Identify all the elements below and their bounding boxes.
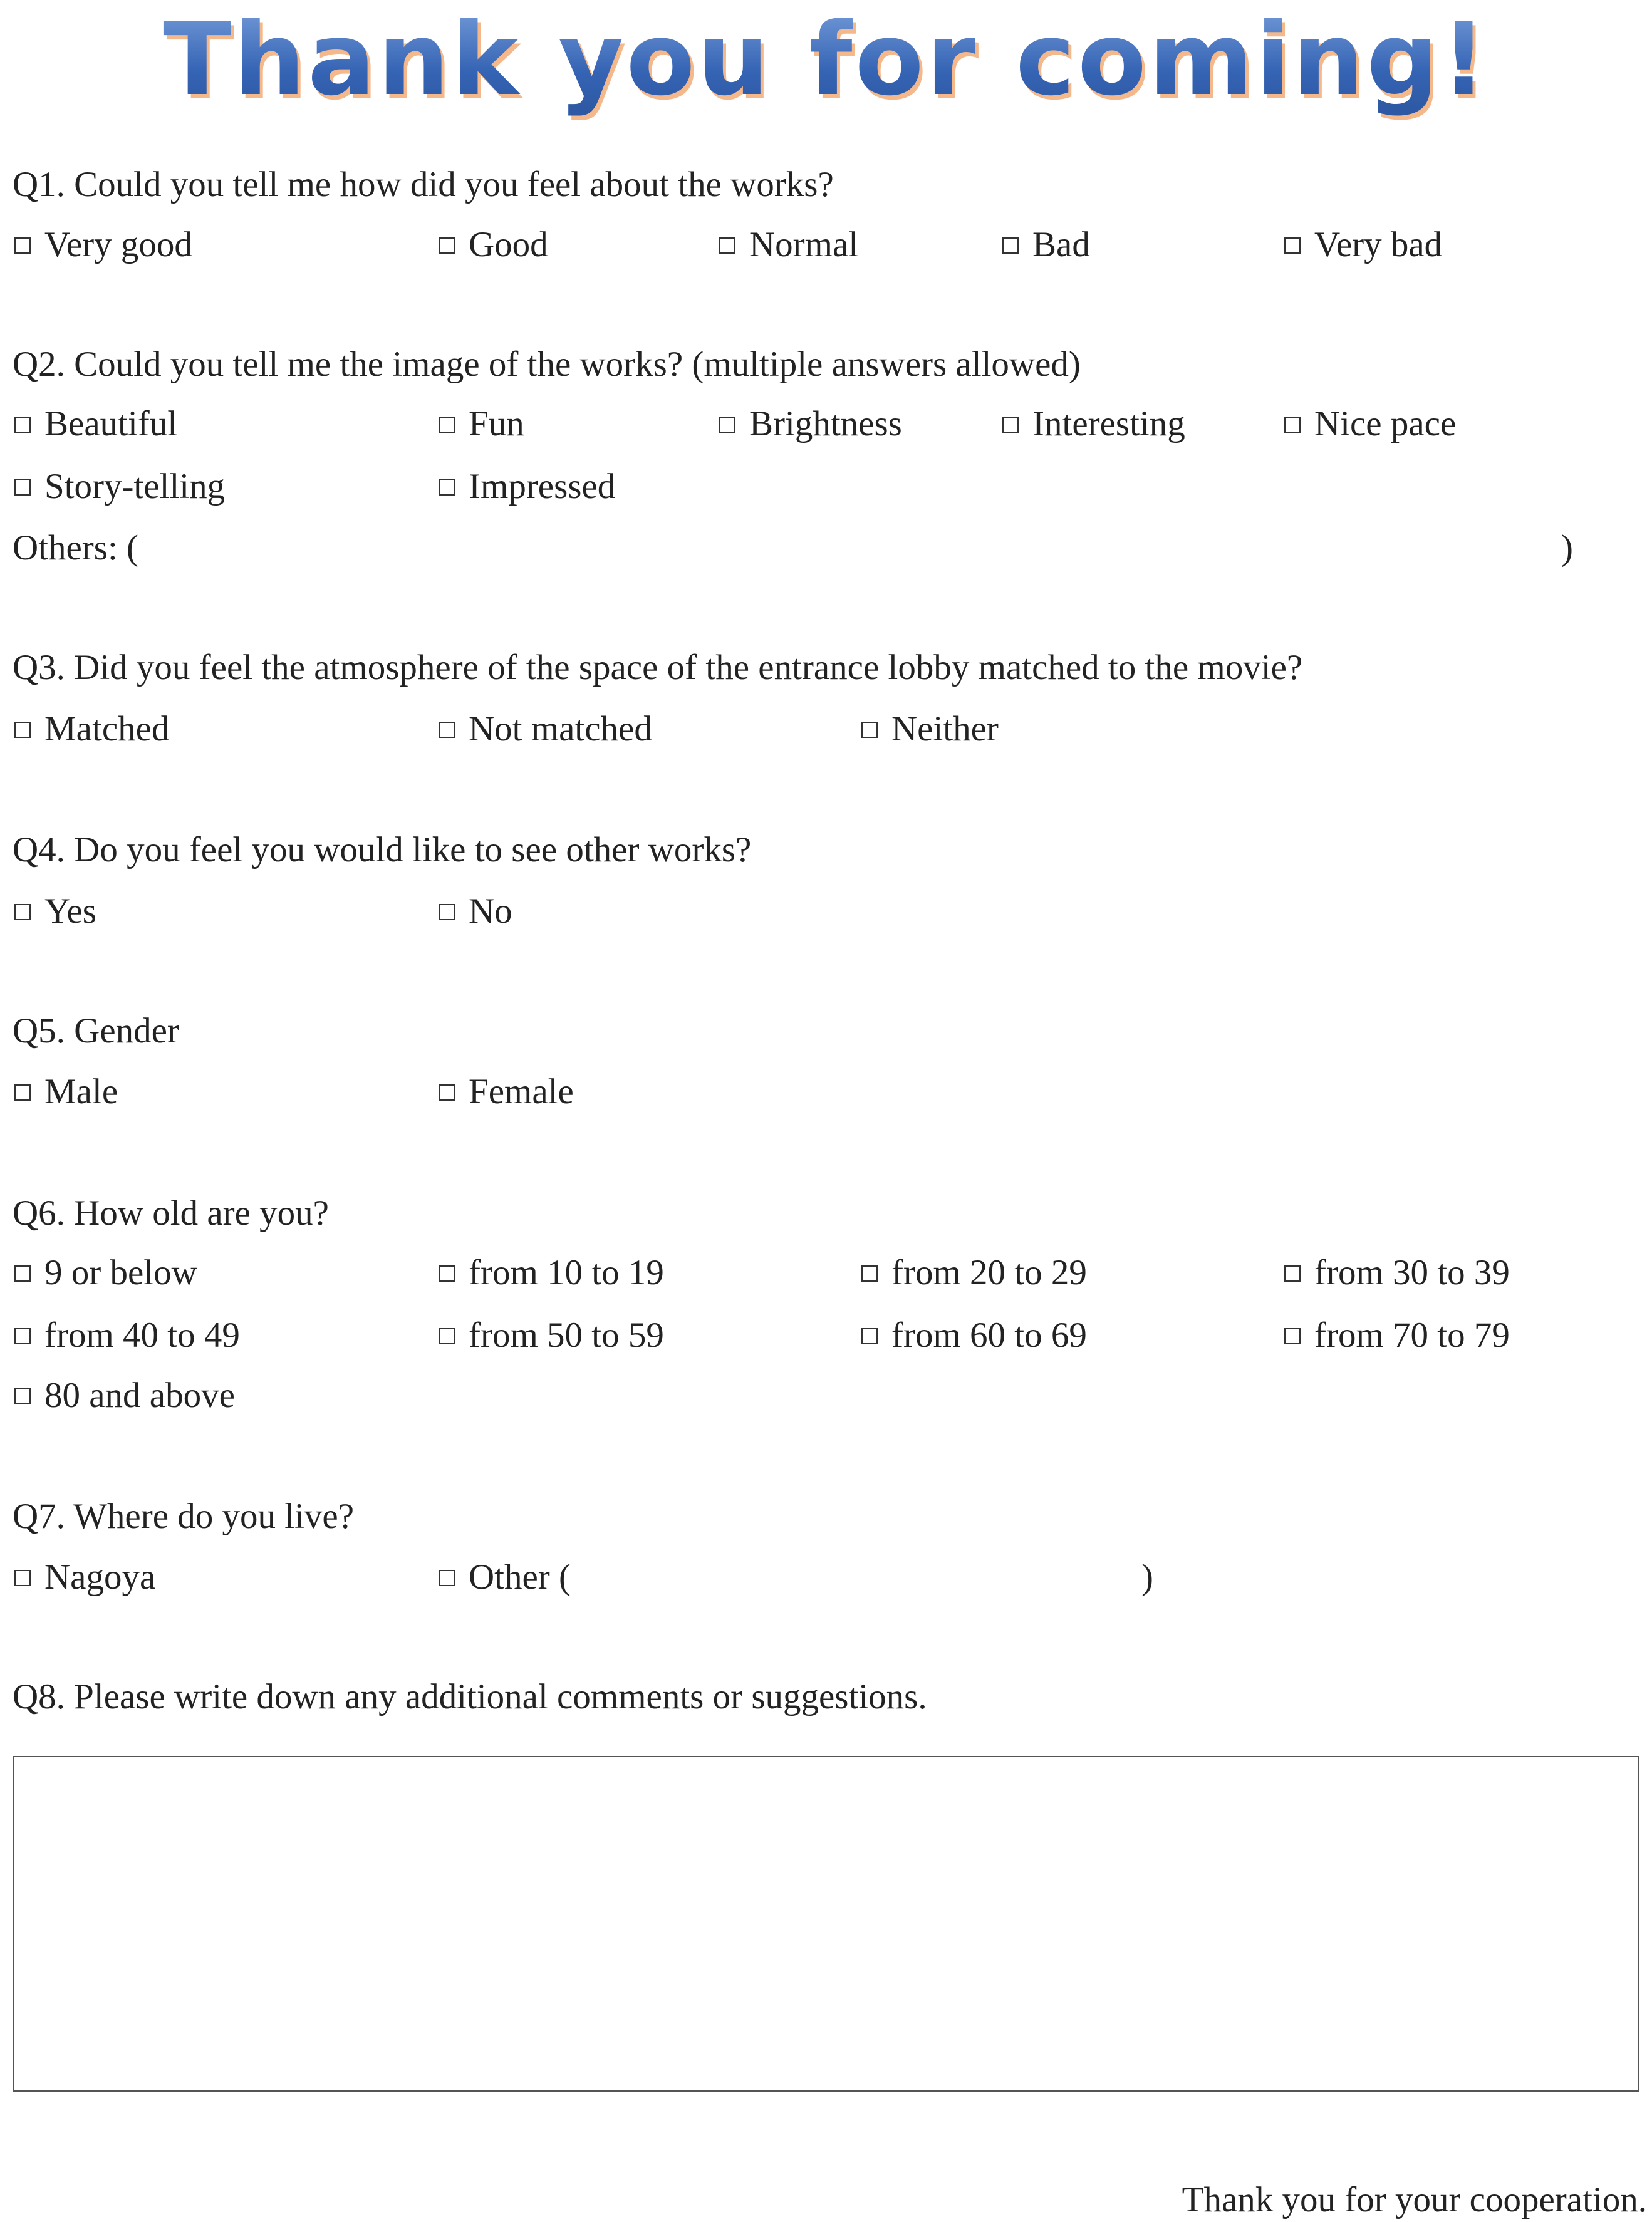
checkbox-icon[interactable]: [14, 237, 31, 254]
checkbox-icon[interactable]: [719, 237, 735, 254]
option-label: from 70 to 79: [1314, 1316, 1510, 1355]
q3-question: Q3. Did you feel the atmosphere of the space of the entrance lobby matched to the movie?: [13, 648, 1303, 687]
option-label: Normal: [749, 225, 859, 264]
option-label: Brightness: [749, 404, 902, 444]
checkbox-icon[interactable]: [1002, 417, 1019, 433]
q3-option[interactable]: [861, 707, 999, 751]
q3-option[interactable]: [14, 707, 169, 751]
q5-question: Q5. Gender: [13, 1011, 179, 1051]
checkbox-icon[interactable]: [14, 1265, 31, 1282]
q4-option[interactable]: [439, 890, 512, 933]
checkbox-icon[interactable]: [861, 1265, 878, 1282]
q4-question: Q4. Do you feel you would like to see other works?: [13, 830, 752, 870]
checkbox-icon[interactable]: [439, 1084, 455, 1101]
option-label: Fun: [469, 404, 524, 444]
q1-option[interactable]: [14, 223, 192, 267]
q2-option[interactable]: [719, 402, 902, 446]
checkbox-icon[interactable]: [14, 417, 31, 433]
checkbox-icon[interactable]: [439, 479, 455, 496]
option-label: No: [469, 891, 512, 931]
q6-option[interactable]: [14, 1314, 240, 1358]
q2-others-label: Others: (: [13, 528, 139, 568]
q1-question: Q1. Could you tell me how did you feel about the works?: [13, 165, 834, 204]
option-label: from 10 to 19: [469, 1253, 664, 1292]
q2-question: Q2. Could you tell me the image of the works? (multiple answers allowed): [13, 345, 1081, 384]
q6-option[interactable]: [439, 1314, 664, 1358]
q1-option[interactable]: [719, 223, 858, 267]
comments-box[interactable]: [13, 1756, 1639, 2092]
checkbox-icon[interactable]: [439, 1265, 455, 1282]
q1-option[interactable]: [439, 223, 548, 267]
option-label: Interesting: [1032, 404, 1185, 444]
option-label: Very good: [44, 225, 192, 264]
option-label: from 30 to 39: [1314, 1253, 1510, 1292]
q7-option[interactable]: [439, 1555, 571, 1599]
checkbox-icon[interactable]: [1284, 1328, 1301, 1344]
q5-option[interactable]: [14, 1070, 118, 1114]
q2-option[interactable]: [1284, 402, 1456, 446]
q2-others-close: ): [1561, 528, 1573, 568]
option-label: 9 or below: [44, 1253, 197, 1292]
page-title: Thank you for coming!: [0, 0, 1652, 119]
q6-option[interactable]: [439, 1251, 664, 1295]
option-label: from 60 to 69: [891, 1316, 1087, 1355]
q6-option[interactable]: [861, 1314, 1087, 1358]
q7-other-close: ): [1141, 1557, 1153, 1597]
q2-option[interactable]: [439, 402, 524, 446]
option-label: Good: [469, 225, 548, 264]
checkbox-icon[interactable]: [439, 904, 455, 920]
option-label: Male: [44, 1072, 118, 1111]
checkbox-icon[interactable]: [439, 417, 455, 433]
option-label: from 50 to 59: [469, 1316, 664, 1355]
checkbox-icon[interactable]: [14, 904, 31, 920]
option-label: Neither: [891, 709, 999, 749]
q6-question: Q6. How old are you?: [13, 1193, 329, 1233]
q8-question: Q8. Please write down any additional comments or suggestions.: [13, 1677, 927, 1716]
checkbox-icon[interactable]: [14, 1084, 31, 1101]
q3-option[interactable]: [439, 707, 652, 751]
q6-option[interactable]: [14, 1374, 235, 1418]
option-label: Bad: [1032, 225, 1090, 264]
q6-option[interactable]: [861, 1251, 1087, 1295]
checkbox-icon[interactable]: [439, 237, 455, 254]
option-label: Impressed: [469, 467, 616, 506]
option-label: Female: [469, 1072, 574, 1111]
q2-option[interactable]: [14, 465, 225, 509]
q6-option[interactable]: [1284, 1251, 1510, 1295]
checkbox-icon[interactable]: [1284, 237, 1301, 254]
checkbox-icon[interactable]: [14, 1388, 31, 1404]
checkbox-icon[interactable]: [14, 722, 31, 738]
option-label: Nagoya: [44, 1557, 156, 1597]
checkbox-icon[interactable]: [861, 722, 878, 738]
q2-option[interactable]: [14, 402, 177, 446]
checkbox-icon[interactable]: [719, 417, 735, 433]
checkbox-icon[interactable]: [14, 1328, 31, 1344]
option-label: from 20 to 29: [891, 1253, 1087, 1292]
option-label: Yes: [44, 891, 96, 931]
q1-option[interactable]: [1284, 223, 1442, 267]
option-label: Nice pace: [1314, 404, 1457, 444]
option-label: from 40 to 49: [44, 1316, 240, 1355]
checkbox-icon[interactable]: [14, 1570, 31, 1586]
q6-option[interactable]: [1284, 1314, 1510, 1358]
q6-option[interactable]: [14, 1251, 197, 1295]
option-label: Very bad: [1314, 225, 1443, 264]
checkbox-icon[interactable]: [439, 1328, 455, 1344]
checkbox-icon[interactable]: [1002, 237, 1019, 254]
option-label: Beautiful: [44, 404, 178, 444]
footer-thanks: Thank you for your cooperation.: [1182, 2180, 1647, 2219]
checkbox-icon[interactable]: [439, 1570, 455, 1586]
checkbox-icon[interactable]: [861, 1328, 878, 1344]
q4-option[interactable]: [14, 890, 96, 933]
option-label: Story-telling: [44, 467, 226, 506]
q5-option[interactable]: [439, 1070, 574, 1114]
q1-option[interactable]: [1002, 223, 1090, 267]
option-label: Not matched: [469, 709, 652, 749]
checkbox-icon[interactable]: [1284, 417, 1301, 433]
checkbox-icon[interactable]: [1284, 1265, 1301, 1282]
checkbox-icon[interactable]: [14, 479, 31, 496]
q7-question: Q7. Where do you live?: [13, 1497, 355, 1536]
q2-option[interactable]: [439, 465, 615, 509]
q7-option[interactable]: [14, 1555, 155, 1599]
checkbox-icon[interactable]: [439, 722, 455, 738]
option-label: Matched: [44, 709, 170, 749]
option-label: Other (: [469, 1557, 571, 1597]
option-label: 80 and above: [44, 1376, 235, 1415]
q2-option[interactable]: [1002, 402, 1185, 446]
